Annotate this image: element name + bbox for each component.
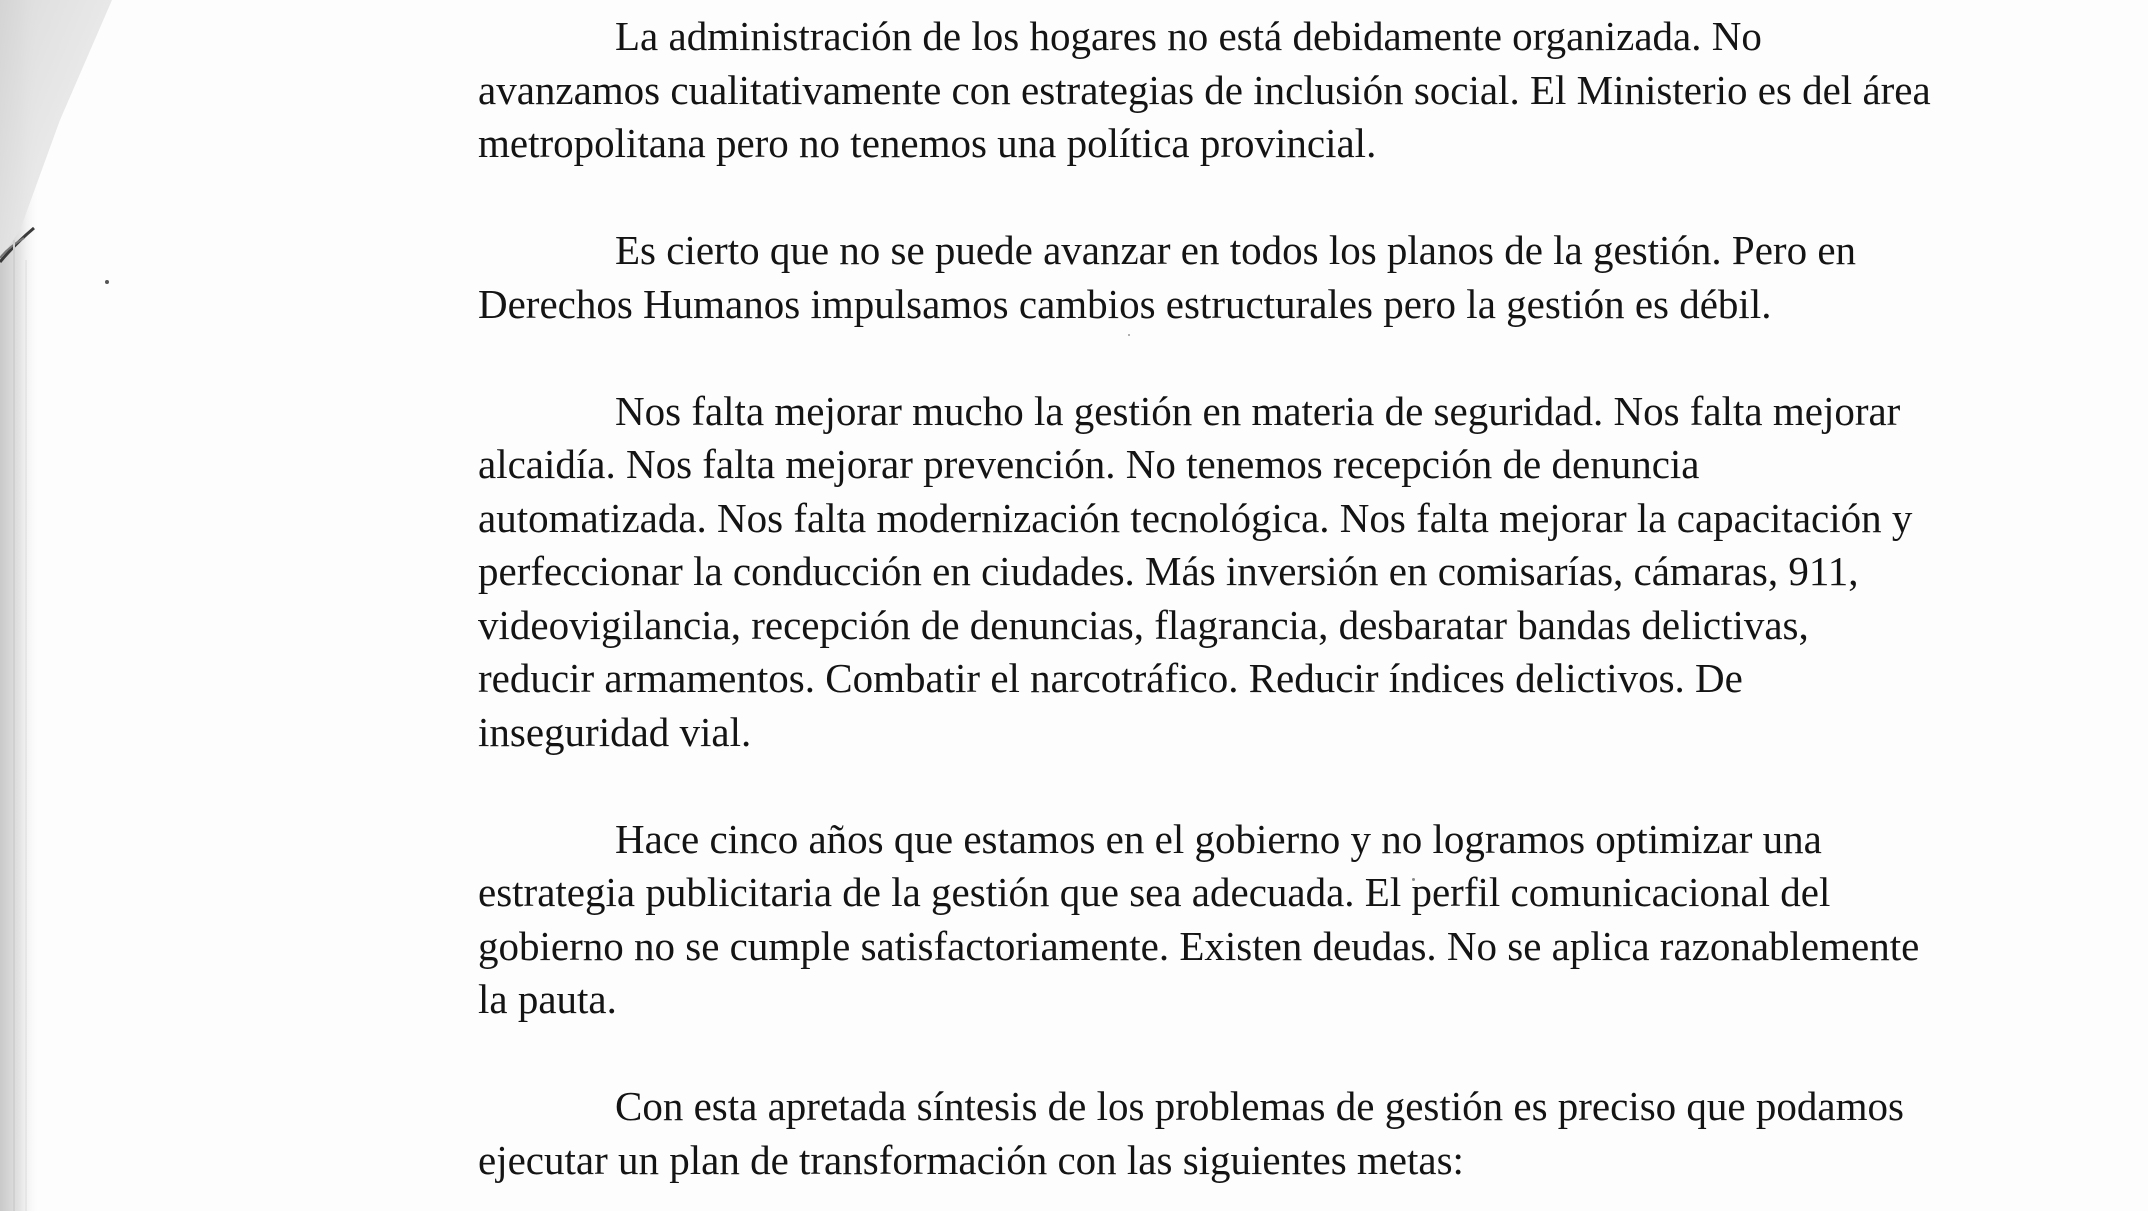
text-line: Derechos Humanos impulsamos cambios estructurales pero la gestión es débil. <box>478 280 1772 327</box>
text-line: gobierno no se cumple satisfactoriamente. Existen deudas. No se aplica razonablemente <box>478 922 1920 969</box>
scan-speck <box>105 280 109 284</box>
text-line: ejecutar un plan de transformación con las siguientes metas: <box>478 1136 1464 1183</box>
paragraph <box>478 385 2138 760</box>
text-line: perfeccionar la conducción en ciudades. Más inversión en comisarías, cámaras, 911, <box>478 548 1859 594</box>
paragraph <box>478 1080 2138 1187</box>
text-line: Es cierto que no se puede avanzar en todos los planos de la gestión. Pero en <box>615 227 1857 273</box>
paragraph <box>478 813 2138 1027</box>
text-line: Hace cinco años que estamos en el gobierno y no logramos optimizar una <box>615 815 1822 862</box>
text-line: la pauta. <box>478 976 617 1022</box>
text-line: Nos falta mejorar mucho la gestión en materia de seguridad. Nos falta mejorar <box>615 387 1901 434</box>
paragraph <box>478 10 2138 171</box>
text-line: Con esta apretada síntesis de los problemas de gestión es preciso que podamos <box>615 1083 1904 1129</box>
paragraph <box>478 224 2138 331</box>
text-line: inseguridad vial. <box>478 708 752 755</box>
text-line: avanzamos cualitativamente con estrategias de inclusión social. El Ministerio es del área <box>478 66 1931 113</box>
text-line: reducir armamentos. Combatir el narcotráfico. Reducir índices delictivos. De <box>478 655 1743 701</box>
text-line: videovigilancia, recepción de denuncias, flagrancia, desbaratar bandas delictivas, <box>478 601 1809 648</box>
text-line: alcaidía. Nos falta mejorar prevención. No tenemos recepción de denuncia <box>478 441 1700 487</box>
text-line: automatizada. Nos falta modernización tecnológica. Nos falta mejorar la capacitación y <box>478 494 1913 541</box>
document-body <box>478 10 2138 1211</box>
text-line: estrategia publicitaria de la gestión que sea adecuada. El perfil comunicacional del <box>478 869 1831 915</box>
text-line: La administración de los hogares no está debidamente organizada. No <box>615 13 1762 59</box>
text-line: metropolitana pero no tenemos una política provincial. <box>478 120 1377 166</box>
